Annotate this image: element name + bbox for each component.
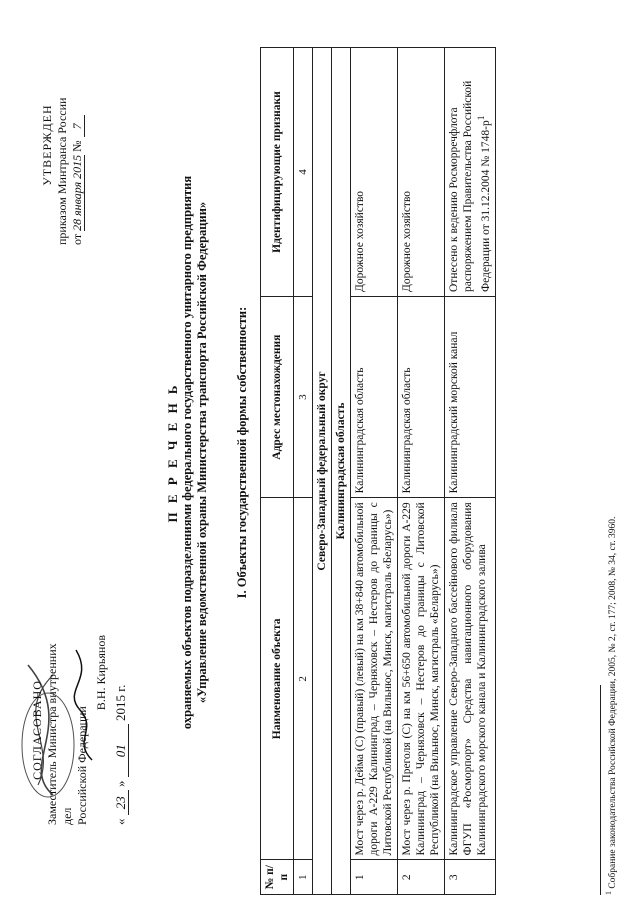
objects-table	[260, 47, 496, 895]
table-column-numbers-row	[294, 48, 313, 895]
agreed-block	[30, 635, 128, 825]
approved-order-no-label: №	[70, 140, 84, 152]
document-subtitle-line1: охраняемых объектов подразделениями федерального государственного унитарного предприятия	[180, 175, 194, 730]
row-identifying-sign: Дорожное хозяйство	[351, 48, 398, 297]
footnote-text: Собрание законодательства Российской Федерации, 2005, № 2, ст. 177; 2008, № 34, ст. 3960.	[608, 516, 619, 892]
agreed-position: Заместитель Министра внутренних дел	[45, 643, 74, 825]
row-object-name: Мост через р. Преголя (С) на км 56+650 автомобильной дороги А-229 Калининград – Черняховск – Нестеров до границы с Литовской Республикой (на Вильнюс, Минск, магистраль «Беларусь»)	[398, 498, 445, 860]
header-identifying-signs: Идентифицирующие признаки	[261, 48, 294, 297]
section-title: I. Объекты государственной формы собственности:	[235, 306, 249, 599]
agreed-title: СОГЛАСОВАНО	[30, 680, 44, 780]
region-label: Калининградская область	[332, 48, 351, 895]
footnote-reference: 1	[476, 115, 487, 121]
column-number-2: 2	[294, 498, 313, 860]
table-header-row	[261, 48, 294, 895]
table-row	[398, 48, 445, 895]
agreed-signer: В.Н. Кирьянов	[94, 635, 108, 711]
approved-title: УТВЕРЖДЕН	[40, 104, 54, 186]
column-number-1: 1	[294, 860, 313, 895]
document-title: П Е Р Е Ч Е Н Ь	[165, 382, 180, 523]
document-subtitle-line2: «Управление ведомственной охраны Министерства транспорта Российской Федерации»	[195, 201, 209, 704]
approved-order-prefix: от	[70, 233, 84, 245]
row-object-name: Мост через р. Дейма (С) (правый) (левый) на км 38+840 автомобильной дороги А-229 Калининград – Черняховск – Нестеров до границы с Литовской Республикой (на Вильнюс, Минск, магистраль «Беларусь»)	[351, 498, 398, 860]
row-address: Калининградский морской канал	[445, 297, 496, 498]
row-identifying-sign	[445, 48, 496, 297]
table-row	[445, 48, 496, 895]
column-number-3: 3	[294, 297, 313, 498]
row-number: 3	[445, 860, 496, 895]
agreed-date-quote-open: «	[113, 818, 128, 825]
approved-order-date: 28 января 2015	[70, 154, 84, 231]
approved-order-line: приказом Минтранса России	[55, 97, 69, 245]
row-address: Калининградская область	[351, 297, 398, 498]
approved-order-number: 7	[70, 115, 85, 137]
column-number-4: 4	[294, 48, 313, 297]
footnote-divider	[600, 685, 601, 895]
row-object-name: Калининградское управление Северо-Западного бассейнового филиала ФГУП «Росморпорт» Средства навигационного оборудования Калининградского морского канала и Калининградского залива	[445, 498, 496, 860]
approved-order-date-line	[70, 45, 85, 245]
row-identifying-sign-text: Отнесено к ведению Росморречфлота распоряжением Правительства Российской Федерации от 31.12.2004 № 1748-р	[448, 80, 492, 292]
table-row	[351, 48, 398, 895]
agreed-date-quote-close: »	[113, 780, 128, 787]
region-row	[332, 48, 351, 895]
agreed-organization: Российской Федерации	[75, 706, 89, 825]
agreed-date-month: 01	[113, 724, 129, 777]
agreed-date	[113, 635, 128, 825]
district-row	[313, 48, 332, 895]
header-number: № п/п	[261, 860, 294, 895]
row-identifying-sign: Дорожное хозяйство	[398, 48, 445, 297]
header-address: Адрес местонахождения	[261, 297, 294, 498]
row-number: 1	[351, 860, 398, 895]
agreed-date-day: 23	[113, 790, 129, 815]
agreed-date-year: 2015 г.	[113, 684, 128, 721]
document-heading	[165, 0, 210, 905]
row-address: Калининградская область	[398, 297, 445, 498]
row-number: 2	[398, 860, 445, 895]
footnote	[604, 35, 618, 895]
footnote-mark: 1	[604, 891, 613, 895]
district-label: Северо-Западный федеральный округ	[313, 48, 332, 895]
approved-block	[40, 45, 85, 245]
header-object-name: Наименование объекта	[261, 498, 294, 860]
